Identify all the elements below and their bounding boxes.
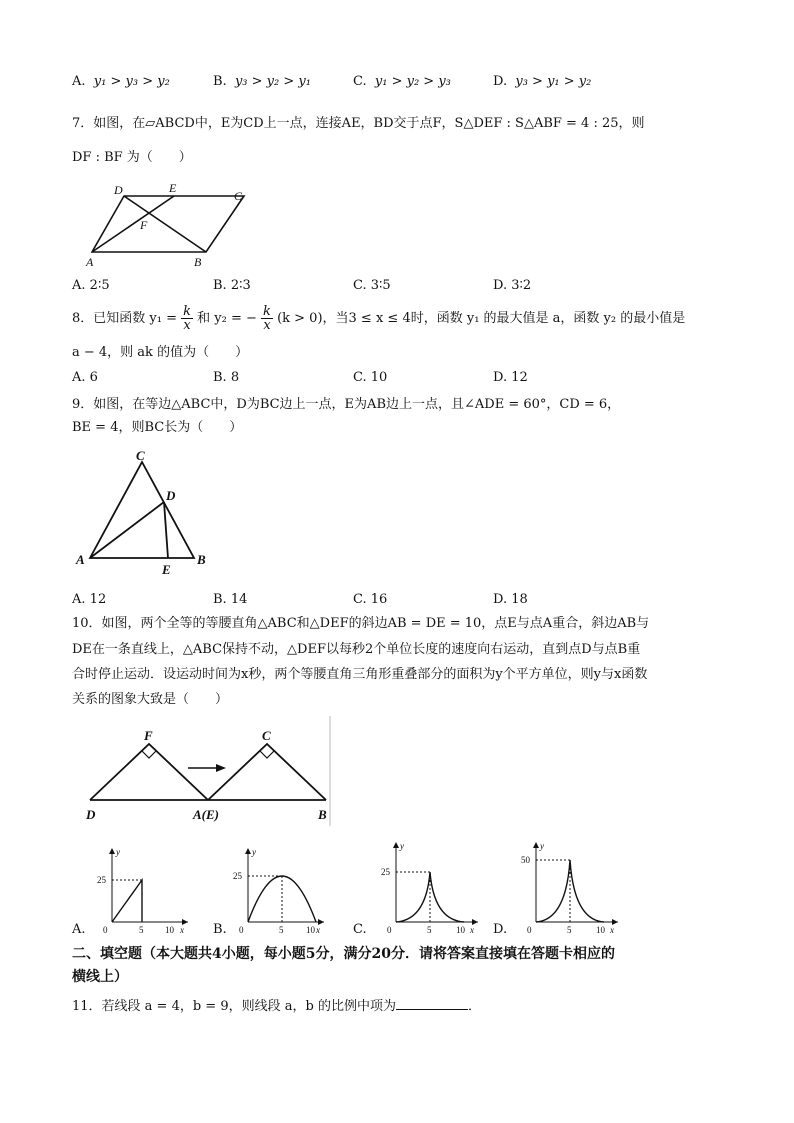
- q9-triangle-figure: [72, 448, 222, 578]
- label-e: E: [169, 181, 177, 195]
- segment-bd: [124, 196, 206, 252]
- svg-text:0: 0: [527, 925, 532, 935]
- q10-stem-line1: 10．如图，两个全等的等腰直角△ABC和△DEF的斜边AB = DE = 10，点E与点A重合，斜边AB与: [72, 616, 650, 631]
- svg-text:x: x: [610, 925, 614, 935]
- svg-text:x: x: [470, 925, 474, 935]
- q7-parallelogram-figure: [76, 180, 256, 272]
- svg-text:10: 10: [165, 925, 174, 935]
- q8-option-b[interactable]: B. 8: [213, 370, 240, 385]
- q8-option-d[interactable]: D. 12: [493, 370, 528, 385]
- q8-fraction-2: $\frac{k}{x}$: [263, 304, 271, 333]
- q8-option-a[interactable]: A. 6: [72, 370, 98, 385]
- section2-heading-line2: 横线上）: [72, 969, 128, 985]
- q8-stem-line1: 8．已知函数 y₁ = $\frac{k}{x}$ 和 y₂ = − $\frac{k}{x}$ (k > 0)，当3 ≤ x ≤ 4时，函数 y₁ 的最大值是 a，函数 y₂ 的最小值是: [72, 304, 686, 333]
- q6-option-b[interactable]: B. y₃ > y₂ > y₁: [213, 74, 311, 89]
- q7-option-c[interactable]: C. 3∶5: [353, 278, 391, 293]
- triangle-abc: [208, 744, 326, 800]
- q10-graph-b[interactable]: [230, 846, 330, 936]
- triangle-abc: [90, 462, 194, 558]
- q9-option-b[interactable]: B. 14: [213, 592, 248, 607]
- svg-text:0: 0: [387, 925, 392, 935]
- q11-answer-blank[interactable]: [396, 996, 468, 1010]
- svg-text:0: 0: [103, 925, 108, 935]
- q6-option-c[interactable]: C. y₁ > y₂ > y₃: [353, 74, 451, 89]
- svg-text:y: y: [252, 847, 256, 857]
- q10-option-b-label[interactable]: B.: [213, 922, 227, 937]
- label-e: E: [162, 562, 171, 577]
- label-f: F: [140, 218, 148, 232]
- label-d: D: [114, 183, 123, 197]
- parallelogram-abcd: [92, 196, 244, 252]
- q9-stem-line2: BE = 4，则BC长为（ ）: [72, 420, 243, 435]
- segment-ad: [90, 502, 164, 558]
- svg-text:25: 25: [97, 875, 106, 885]
- svg-text:5: 5: [139, 925, 144, 935]
- q7-stem-line2: DF : BF 为（ ）: [72, 150, 192, 165]
- q10-stem-line2: DE在一条直线上，△ABC保持不动，△DEF以每秒2个单位长度的速度向右运动，直到点D与点B重: [72, 642, 641, 657]
- label-f: F: [144, 728, 153, 743]
- svg-text:10: 10: [596, 925, 605, 935]
- q11-stem: 11．若线段 a = 4，b = 9，则线段 a，b 的比例中项为 ．: [72, 996, 481, 1017]
- svg-text:x: x: [180, 925, 184, 935]
- q10-stem-line4: 关系的图象大致是（ ）: [72, 692, 229, 707]
- q6-option-d[interactable]: D. y₃ > y₁ > y₂: [493, 74, 592, 89]
- q6-option-a[interactable]: A. y₁ > y₃ > y₂: [72, 74, 170, 89]
- q10-graph-d[interactable]: [514, 840, 624, 936]
- q10-option-a-label[interactable]: A.: [72, 922, 86, 937]
- label-c: C: [136, 448, 145, 463]
- q7-option-d[interactable]: D. 3∶2: [493, 278, 532, 293]
- svg-text:y: y: [400, 841, 404, 851]
- right-angle-c: [260, 751, 274, 758]
- label-c: C: [262, 728, 271, 743]
- svg-text:x: x: [316, 925, 320, 935]
- q8-stem-line2: a − 4，则 ak 的值为（ ）: [72, 345, 249, 360]
- svg-text:5: 5: [279, 925, 284, 935]
- q7-option-a[interactable]: A. 2∶5: [72, 278, 110, 293]
- segment-ae: [92, 196, 174, 252]
- label-d: D: [166, 488, 176, 503]
- q10-option-d-label[interactable]: D.: [493, 922, 508, 937]
- q10-triangles-figure: [76, 716, 334, 830]
- q9-option-a[interactable]: A. 12: [72, 592, 107, 607]
- svg-text:10: 10: [306, 925, 315, 935]
- svg-text:50: 50: [521, 855, 530, 865]
- q7-stem-line1: 7．如图，在▱ABCD中，E为CD上一点，连接AE，BD交于点F，S△DEF : S△ABF = 4 : 25，则: [72, 116, 645, 131]
- svg-text:25: 25: [381, 867, 390, 877]
- label-b: B: [197, 552, 206, 567]
- q10-option-c-label[interactable]: C.: [353, 922, 367, 937]
- q10-graph-a[interactable]: [94, 846, 194, 936]
- svg-text:10: 10: [456, 925, 465, 935]
- right-angle-f: [142, 751, 156, 758]
- label-c: C: [234, 189, 243, 203]
- svg-text:y: y: [540, 841, 544, 851]
- q8-option-c[interactable]: C. 10: [353, 370, 388, 385]
- label-a: A: [86, 255, 94, 269]
- svg-text:y: y: [116, 847, 120, 857]
- svg-text:0: 0: [239, 925, 244, 935]
- svg-text:5: 5: [567, 925, 572, 935]
- label-b: B: [194, 255, 202, 269]
- q10-graph-c[interactable]: [374, 840, 484, 936]
- q9-option-c[interactable]: C. 16: [353, 592, 388, 607]
- triangle-def: [90, 744, 208, 800]
- label-ae: A(E): [193, 807, 219, 822]
- svg-text:25: 25: [233, 871, 242, 881]
- label-d: D: [86, 807, 96, 822]
- motion-arrow-icon: [216, 764, 226, 772]
- q8-fraction-1: $\frac{k}{x}$: [183, 304, 192, 333]
- label-a: A: [76, 552, 85, 567]
- q9-option-d[interactable]: D. 18: [493, 592, 528, 607]
- svg-text:5: 5: [427, 925, 432, 935]
- q10-stem-line3: 合时停止运动．设运动时间为x秒，两个等腰直角三角形重叠部分的面积为y个平方单位，则y与x函数: [72, 667, 648, 682]
- q7-option-b[interactable]: B. 2∶3: [213, 278, 251, 293]
- q9-stem-line1: 9．如图，在等边△ABC中，D为BC边上一点，E为AB边上一点，且∠ADE = 60°，CD = 6，: [72, 397, 621, 412]
- label-b: B: [318, 807, 327, 822]
- section2-heading-line1: 二、填空题（本大题共4小题，每小题5分，满分20分．请将答案直接填在答题卡相应的: [72, 946, 615, 962]
